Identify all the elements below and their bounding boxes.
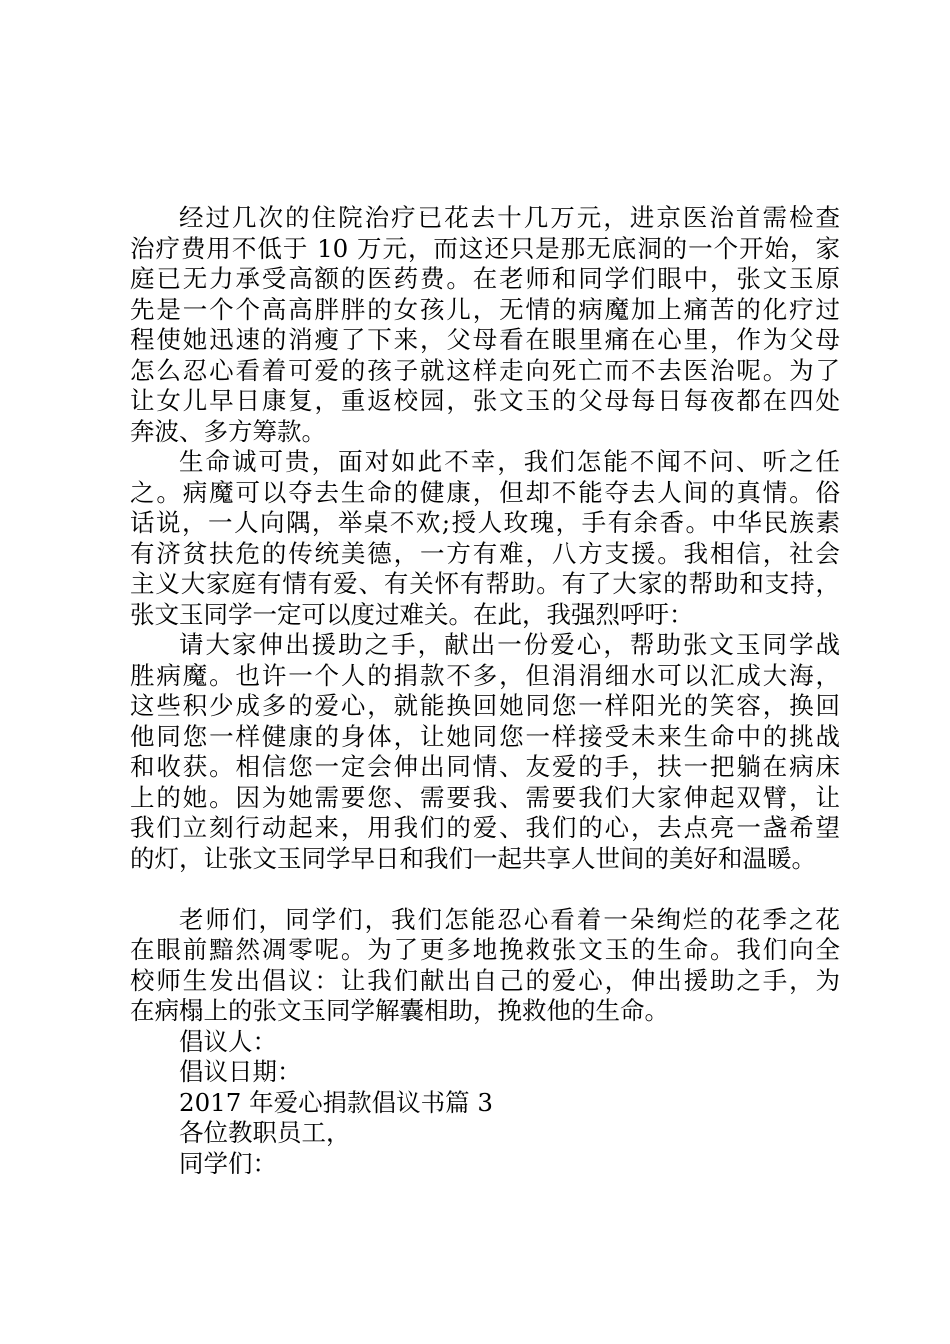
greeting-students: 同学们： (179, 1148, 277, 1178)
text-line: 老师们，同学们，我们怎能忍心看着一朵绚烂的花季之花 (179, 904, 840, 934)
text-line: 生命诚可贵，面对如此不幸，我们怎能不闻不问、听之任 (179, 447, 840, 476)
paragraph-4 (130, 905, 840, 1027)
text-line: 程使她迅速的消瘦了下来，父母看在眼里痛在心里，作为父母 (130, 325, 840, 354)
text-line: 张文玉同学一定可以度过难关。在此，我强烈呼吁： (130, 599, 694, 629)
text-line: 在病榻上的张文玉同学解囊相助，挽救他的生命。 (130, 996, 669, 1025)
text-line: 校师生发出倡议：让我们献出自己的爱心，伸出援助之手，为 (130, 965, 840, 995)
blank-line (130, 874, 840, 905)
text-line: 让女儿早日康复，重返校园，张文玉的父母每日每夜都在四处 (130, 386, 840, 415)
paragraph-2 (130, 447, 840, 630)
text-line: 和收获。相信您一定会伸出同情、友爱的手，扶一把躺在病床 (130, 752, 840, 781)
text-line: 胜病魔。也许一个人的捐款不多，但涓涓细水可以汇成大海， (130, 660, 840, 690)
initiator-label: 倡议人： (179, 1026, 277, 1056)
text-line: 他同您一样健康的身体，让她同您一样接受未来生命中的挑战 (130, 721, 840, 751)
text-line: 奔波、多方筹款。 (130, 416, 326, 446)
text-line: 经过几次的住院治疗已花去十几万元，进京医治首需检查 (179, 203, 840, 232)
text-line: 庭已无力承受高额的医药费。在老师和同学们眼中，张文玉原 (130, 264, 840, 293)
paragraph-1 (130, 203, 840, 447)
text-line: 主义大家庭有情有爱、有关怀有帮助。有了大家的帮助和支持， (130, 569, 840, 598)
text-line: 的灯，让张文玉同学早日和我们一起共享人世间的美好和温暖。 (130, 843, 816, 873)
text-line: 有济贫扶危的传统美德，一方有难，八方支援。我相信，社会 (130, 538, 840, 568)
greeting-staff: 各位教职员工， (179, 1118, 351, 1147)
text-line: 这些积少成多的爱心，就能换回她同您一样阳光的笑容，换回 (130, 691, 840, 720)
text-line: 治疗费用不低于 10 万元，而这还只是那无底洞的一个开始，家 (130, 233, 840, 263)
text-line: 话说，一人向隅，举桌不欢;授人玫瑰，手有余香。中华民族素 (130, 508, 840, 537)
document-body (130, 203, 840, 1179)
text-line: 怎么忍心看着可爱的孩子就这样走向死亡而不去医治呢。为了 (130, 355, 840, 385)
paragraph-3 (130, 630, 840, 874)
text-line: 先是一个个高高胖胖的女孩儿，无情的病魔加上痛苦的化疗过 (130, 294, 840, 324)
text-line: 之。病魔可以夺去生命的健康，但却不能夺去人间的真情。俗 (130, 477, 840, 507)
text-line: 上的她。因为她需要您、需要我、需要我们大家伸起双臂，让 (130, 782, 840, 812)
date-label: 倡议日期： (179, 1057, 302, 1086)
text-line: 在眼前黯然凋零呢。为了更多地挽救张文玉的生命。我们向全 (130, 935, 840, 964)
section-title: 2017 年爱心捐款倡议书篇 3 (179, 1087, 494, 1117)
text-line: 我们立刻行动起来，用我们的爱、我们的心，去点亮一盏希望 (130, 813, 840, 842)
text-line: 请大家伸出援助之手，献出一份爱心，帮助张文玉同学战 (179, 630, 840, 659)
